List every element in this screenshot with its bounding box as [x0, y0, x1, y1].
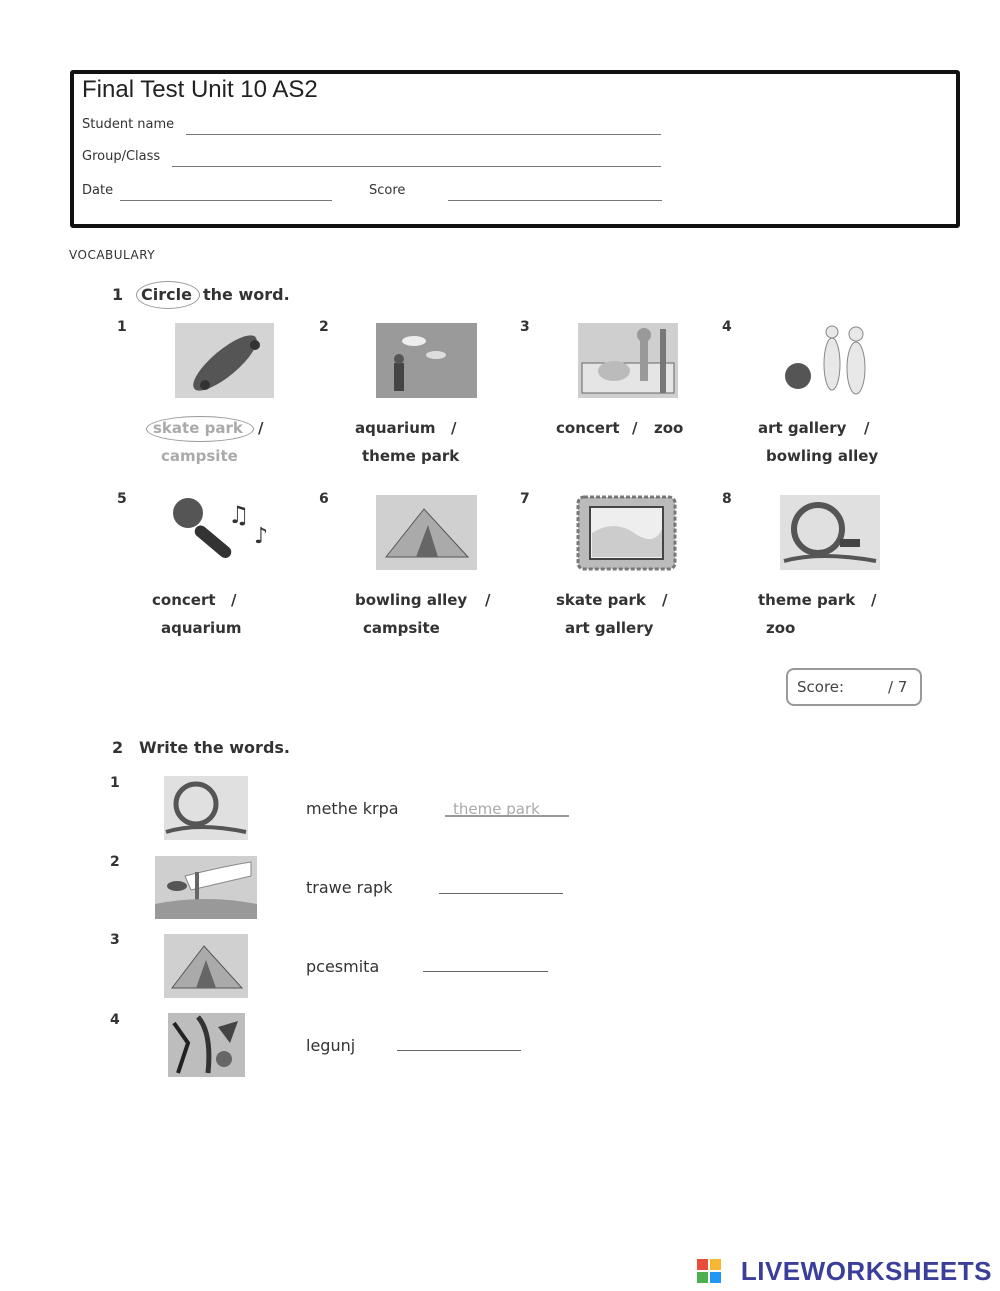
jungle-icon — [168, 1013, 245, 1077]
q1-item-number: 3 — [520, 319, 530, 335]
option-a[interactable]: concert — [152, 591, 216, 609]
answer-line[interactable] — [423, 971, 548, 972]
option-b[interactable]: campsite — [363, 619, 440, 637]
liveworksheets-logo[interactable]: LIVEWORKSHEETS — [740, 1256, 992, 1286]
answer-text[interactable]: theme park — [453, 800, 540, 818]
option-b[interactable]: zoo — [766, 619, 796, 637]
separator: / — [871, 591, 877, 609]
option-b[interactable]: art gallery — [565, 619, 654, 637]
score-field[interactable] — [448, 200, 662, 201]
rollercoaster-icon — [780, 495, 880, 570]
group-class-field[interactable] — [172, 166, 661, 167]
separator: / — [485, 591, 491, 609]
option-a[interactable]: bowling alley — [355, 591, 468, 609]
q1-item-number: 7 — [520, 491, 530, 507]
option-a[interactable]: theme park — [758, 591, 856, 609]
q2-item-number: 3 — [110, 932, 120, 948]
option-b[interactable]: theme park — [362, 447, 460, 465]
q1-item-number: 1 — [117, 319, 127, 335]
answer-line[interactable] — [439, 893, 563, 894]
q1-number: 1 — [112, 285, 124, 304]
scrambled-word: pcesmita — [306, 957, 380, 976]
option-b[interactable]: aquarium — [161, 619, 242, 637]
scrambled-word: legunj — [306, 1036, 356, 1055]
separator: / — [231, 591, 237, 609]
option-a[interactable]: skate park — [556, 591, 646, 609]
q1-item-number: 5 — [117, 491, 127, 507]
tent-icon — [376, 495, 477, 570]
q1-item-number: 6 — [319, 491, 329, 507]
student-name-field[interactable] — [186, 134, 661, 135]
svg-text:♫: ♫ — [228, 501, 250, 529]
svg-text:♪: ♪ — [254, 524, 269, 549]
aquarium-icon — [376, 323, 477, 398]
scrambled-word: methe krpa — [306, 799, 399, 818]
tent-icon — [164, 934, 248, 998]
section-vocabulary: VOCABULARY — [69, 248, 156, 262]
q1-instruction: the word. — [203, 285, 290, 304]
q2-number: 2 — [112, 738, 124, 757]
q1-item-number: 8 — [722, 491, 732, 507]
separator: / — [451, 419, 457, 437]
q1-instruction-circle: Circle — [141, 285, 192, 304]
bowling-icon — [778, 320, 877, 398]
answer-line[interactable] — [397, 1050, 521, 1051]
skateboard-icon — [175, 323, 274, 398]
separator: / — [662, 591, 668, 609]
q2-instruction: Write the words. — [139, 738, 290, 757]
group-class-label: Group/Class — [82, 149, 161, 164]
option-a[interactable]: aquarium — [355, 419, 436, 437]
score-label: Score — [369, 183, 406, 198]
separator: / — [258, 419, 264, 437]
student-name-label: Student name — [82, 117, 175, 132]
waterslide-icon — [155, 856, 257, 919]
separator: / — [632, 419, 638, 437]
liveworksheets-logo-icon — [697, 1259, 721, 1283]
option-a[interactable]: skate park — [153, 419, 243, 437]
score-box-total: / 7 — [888, 678, 908, 696]
date-label: Date — [82, 183, 114, 198]
date-field[interactable] — [120, 200, 332, 201]
painting-icon — [574, 493, 679, 573]
option-a[interactable]: concert — [556, 419, 620, 437]
q2-item-number: 1 — [110, 775, 120, 791]
scrambled-word: trawe rapk — [306, 878, 393, 897]
page-title: Final Test Unit 10 AS2 — [82, 76, 318, 103]
option-b[interactable]: bowling alley — [766, 447, 879, 465]
q1-item-number: 4 — [722, 319, 732, 335]
microphone-icon — [170, 493, 278, 573]
option-b[interactable]: campsite — [161, 447, 238, 465]
option-a[interactable]: art gallery — [758, 419, 847, 437]
answer-line[interactable] — [445, 815, 569, 817]
rollercoaster-icon — [164, 776, 248, 840]
zoo-icon — [578, 323, 678, 398]
q1-item-number: 2 — [319, 319, 329, 335]
q2-item-number: 2 — [110, 854, 120, 870]
q2-item-number: 4 — [110, 1012, 120, 1028]
score-box-label: Score: — [797, 678, 845, 696]
option-b[interactable]: zoo — [654, 419, 684, 437]
separator: / — [864, 419, 870, 437]
